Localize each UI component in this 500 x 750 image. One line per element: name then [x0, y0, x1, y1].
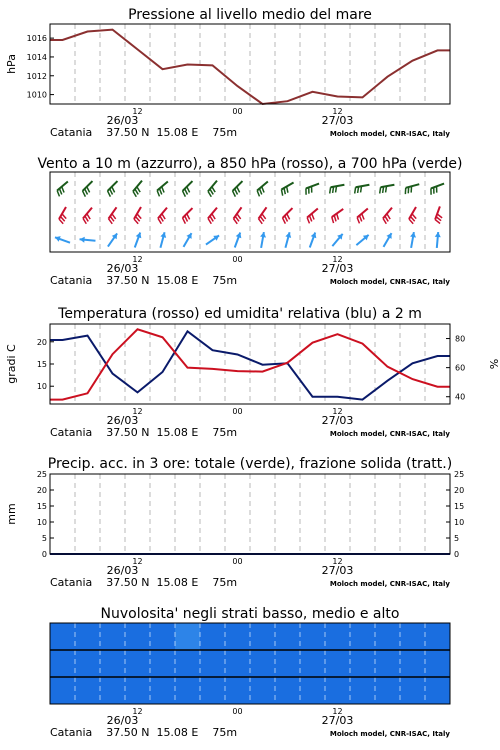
cloud-cell [200, 677, 226, 704]
wind-title: Vento a 10 m (azzurro), a 850 hPa (rosso), a 700 hPa (verde) [37, 156, 463, 172]
cloud-cell [50, 677, 76, 704]
y-tick-label: 10 [36, 382, 47, 392]
y-tick-label-right: 5 [454, 534, 460, 543]
cloud-cell [225, 650, 251, 677]
x-tick-label: 00 [232, 255, 243, 264]
barb-feather [355, 187, 356, 193]
cloud-cell [325, 623, 351, 650]
cloud-cell [275, 623, 301, 650]
y-tick-label-right: 25 [454, 470, 465, 479]
cloud-cell [225, 623, 251, 650]
barb-feather [386, 186, 387, 192]
location-label: Catania 37.50 N 15.08 E 75m [50, 274, 238, 287]
cloud-cell [150, 677, 176, 704]
y-tick-label: 0 [41, 550, 47, 559]
model-credit: Moloch model, CNR-ISAC, Italy [329, 580, 450, 588]
model-credit: Moloch model, CNR-ISAC, Italy [329, 130, 450, 138]
cloud-cell [75, 623, 101, 650]
cloud-cell [400, 677, 426, 704]
cloud-cell [200, 623, 226, 650]
cloud-cell [250, 677, 276, 704]
y-tick-label-right: 0 [454, 550, 460, 559]
barb-feather [361, 186, 362, 192]
model-credit: Moloch model, CNR-ISAC, Italy [329, 278, 450, 286]
barb-feather [336, 186, 337, 192]
cloud-cell [325, 650, 351, 677]
x-tick-label: 12 [332, 107, 343, 116]
y-tick-label: 80 [455, 334, 466, 344]
cloud-cell [250, 623, 276, 650]
x-date-label: 26/03 [106, 714, 139, 727]
barb-feather [383, 187, 384, 193]
cloud-cell [275, 650, 301, 677]
cloud-cell [275, 677, 301, 704]
cloud-cell [400, 650, 426, 677]
cloud-cell [50, 650, 76, 677]
cloud-cell [125, 677, 151, 704]
cloud-cell [375, 650, 401, 677]
cloud-cell [350, 650, 376, 677]
cloud-cell [75, 677, 101, 704]
cloud-cell [125, 623, 151, 650]
temperature-panel [5, 306, 500, 439]
barb-feather [330, 187, 331, 193]
cloud-cell [400, 623, 426, 650]
cloud-cell [175, 650, 201, 677]
cloud-cell [425, 623, 451, 650]
cloud-cell [350, 677, 376, 704]
model-credit: Moloch model, CNR-ISAC, Italy [329, 430, 450, 438]
y-tick-label: 25 [36, 470, 47, 479]
cloud-cell [425, 650, 451, 677]
y-tick-label: 1012 [26, 71, 47, 81]
x-tick-label: 12 [132, 707, 143, 716]
model-credit: Moloch model, CNR-ISAC, Italy [329, 730, 450, 738]
temperature-title: Temperatura (rosso) ed umidita' relativa (blu) a 2 m [58, 306, 422, 322]
cloud-cell [325, 677, 351, 704]
humidity-y-label: % [487, 358, 500, 370]
y-tick-label: 15 [36, 502, 47, 511]
wind-panel [37, 156, 462, 287]
y-tick-label: 60 [455, 363, 466, 373]
x-tick-label: 12 [132, 407, 143, 416]
cloud-panel [50, 606, 451, 739]
pressure-y-label: hPa [5, 54, 18, 74]
precipitation-y-label: mm [5, 503, 18, 525]
x-date-label: 26/03 [106, 262, 139, 275]
y-tick-label: 1010 [26, 90, 47, 100]
cloud-cell [125, 650, 151, 677]
precipitation-panel [5, 456, 464, 589]
barb-feather [333, 187, 334, 193]
cloud-cell [75, 650, 101, 677]
y-tick-label-right: 10 [454, 518, 465, 527]
y-tick-label-right: 15 [454, 502, 465, 511]
cloud-cell [225, 677, 251, 704]
y-tick-label-right: 20 [454, 486, 465, 495]
cloud-cell [300, 650, 326, 677]
y-tick-label: 20 [36, 486, 47, 495]
x-tick-label: 00 [232, 557, 243, 566]
cloud-cell [300, 623, 326, 650]
x-tick-label: 12 [132, 107, 143, 116]
x-date-label: 27/03 [321, 262, 354, 275]
y-tick-label: 10 [36, 518, 47, 527]
barb-feather [358, 187, 359, 193]
y-tick-label: 40 [455, 392, 466, 402]
cloud-x-ticks [50, 707, 450, 739]
precipitation-title: Precip. acc. in 3 ore: totale (verde), frazione solida (tratt.) [47, 456, 453, 472]
pressure-x-ticks [50, 107, 450, 139]
x-tick-label: 12 [332, 707, 343, 716]
y-tick-label: 1014 [26, 52, 47, 62]
x-date-label: 27/03 [321, 414, 354, 427]
cloud-cell [250, 650, 276, 677]
cloud-cell [300, 677, 326, 704]
cloud-cell [100, 650, 126, 677]
x-date-label: 27/03 [321, 714, 354, 727]
cloud-cell [200, 650, 226, 677]
y-tick-label: 1016 [26, 34, 47, 44]
cloud-cell [425, 677, 451, 704]
location-label: Catania 37.50 N 15.08 E 75m [50, 726, 238, 739]
x-tick-label: 12 [332, 407, 343, 416]
cloud-cell [350, 623, 376, 650]
y-tick-label: 5 [41, 534, 47, 543]
x-tick-label: 00 [232, 407, 243, 416]
location-label: Catania 37.50 N 15.08 E 75m [50, 576, 238, 589]
cloud-cell [100, 677, 126, 704]
x-tick-label: 12 [132, 557, 143, 566]
cloud-cell [175, 623, 201, 650]
x-date-label: 27/03 [321, 564, 354, 577]
cloud-cell [150, 623, 176, 650]
x-date-label: 26/03 [106, 564, 139, 577]
wind-x-ticks [50, 255, 450, 287]
x-date-label: 26/03 [106, 414, 139, 427]
temperature-x-ticks [50, 407, 450, 439]
cloud-cell [100, 623, 126, 650]
location-label: Catania 37.50 N 15.08 E 75m [50, 426, 238, 439]
x-tick-label: 00 [232, 107, 243, 116]
precipitation-x-ticks [50, 557, 450, 589]
location-label: Catania 37.50 N 15.08 E 75m [50, 126, 238, 139]
cloud-cell [375, 677, 401, 704]
cloud-cell [50, 623, 76, 650]
x-date-label: 26/03 [106, 114, 139, 127]
x-tick-label: 12 [332, 255, 343, 264]
y-tick-label: 15 [36, 360, 47, 369]
temperature-y-label: gradi C [5, 344, 18, 384]
cloud-title: Nuvolosita' negli strati basso, medio e alto [100, 606, 400, 622]
cloud-cell [375, 623, 401, 650]
x-tick-label: 12 [332, 557, 343, 566]
cloud-cell [175, 677, 201, 704]
x-tick-label: 12 [132, 255, 143, 264]
x-tick-label: 00 [232, 707, 243, 716]
x-date-label: 27/03 [321, 114, 354, 127]
cloud-cell [150, 650, 176, 677]
pressure-panel [5, 7, 450, 139]
pressure-title: Pressione al livello medio del mare [128, 7, 372, 23]
barb-feather [380, 187, 381, 193]
y-tick-label: 20 [36, 337, 47, 347]
